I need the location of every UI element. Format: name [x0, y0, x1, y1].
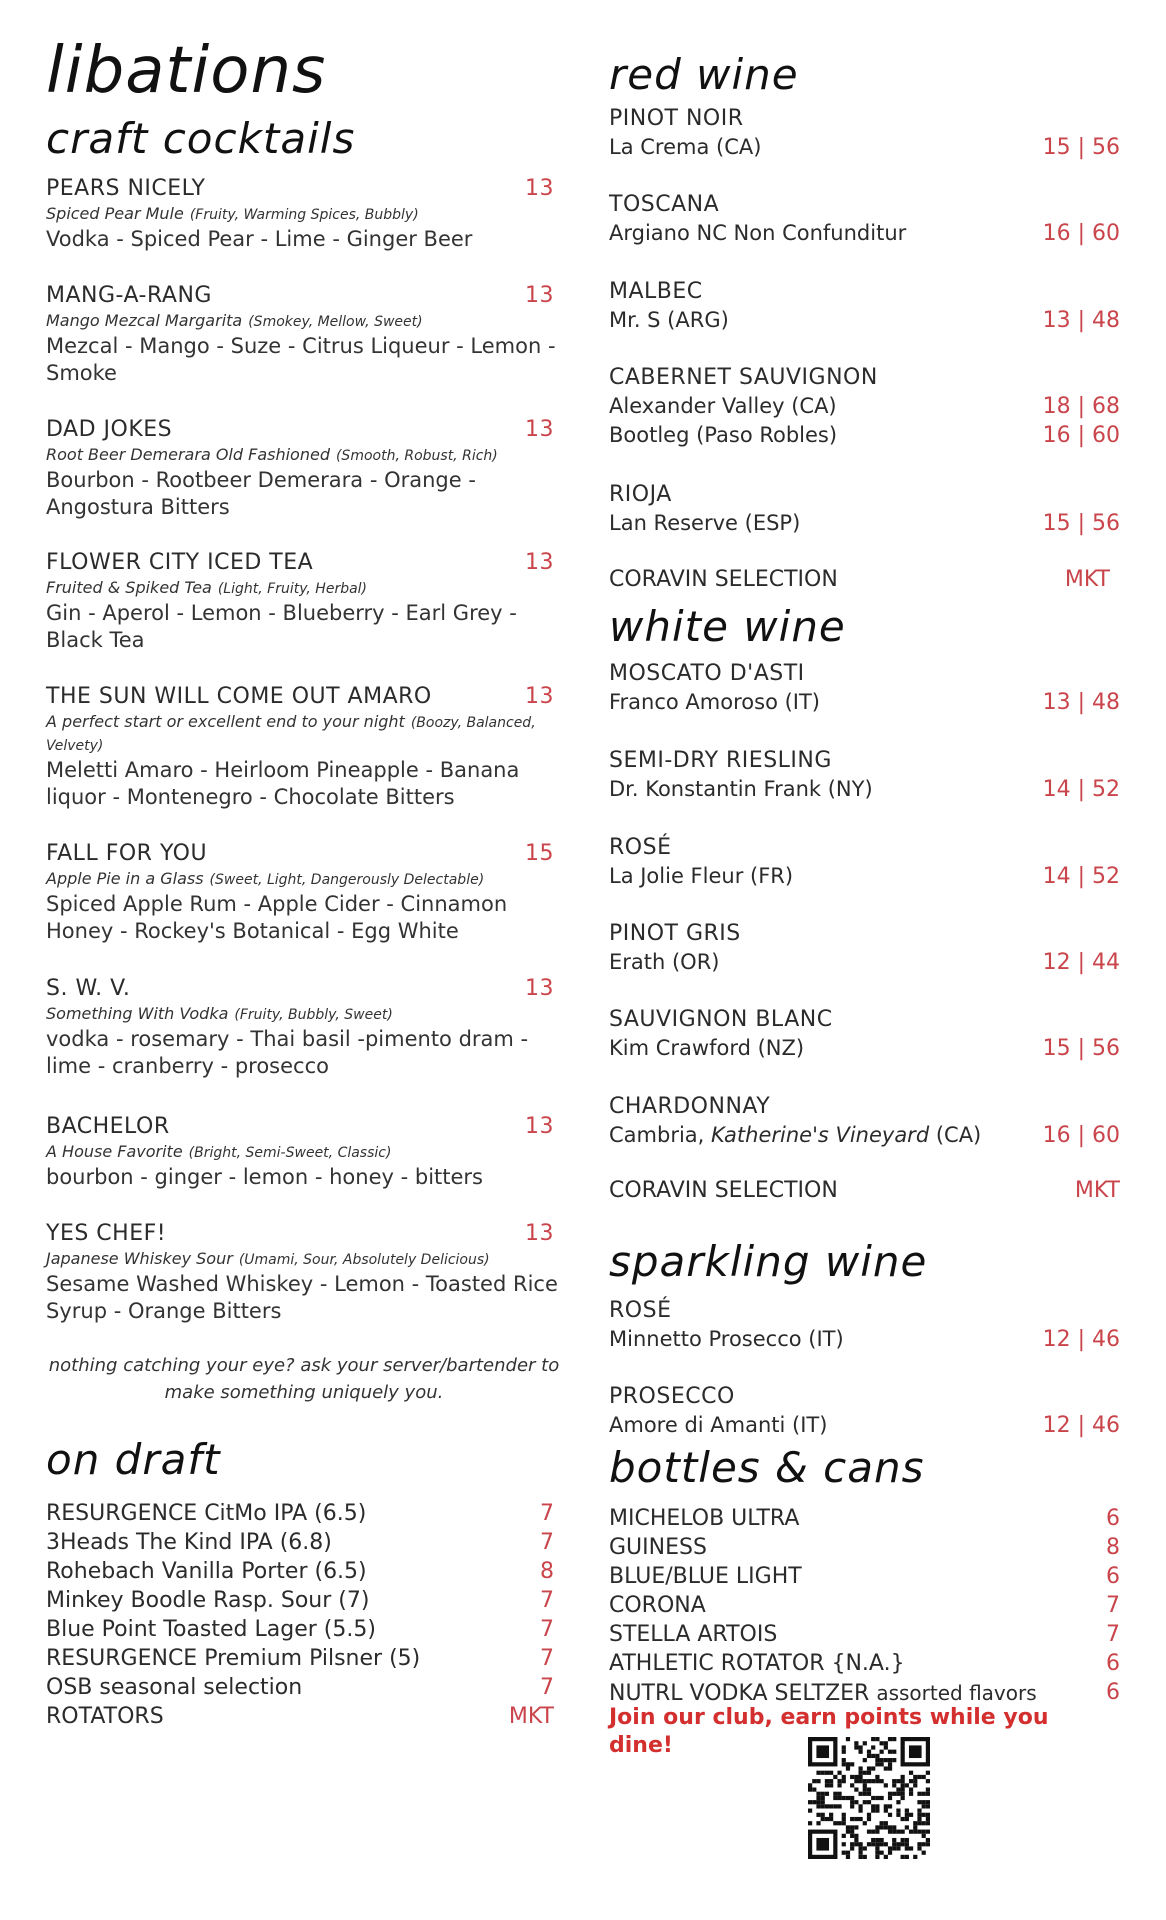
wine-price: 18 | 68	[1042, 394, 1120, 419]
wine-varietal	[609, 747, 1120, 775]
cocktail-item	[46, 1220, 562, 1325]
wine-price: 16 | 60	[1042, 221, 1120, 246]
wine-producer: Amore di Amanti (IT)	[609, 1413, 828, 1437]
bottle-name: NUTRL VODKA SELTZER assorted flavors	[609, 1681, 1037, 1706]
wine-varietal	[609, 105, 1120, 133]
wine-item	[609, 660, 1120, 717]
bottle-name: CORONA	[609, 1593, 706, 1618]
wine-item	[609, 278, 1120, 335]
flavor-note: assorted flavors	[876, 1681, 1037, 1705]
cocktail-ingredients: Meletti Amaro - Heirloom Pineapple - Banana liquor - Montenegro - Chocolate Bitters	[46, 758, 520, 809]
coravin-selection	[609, 566, 1120, 594]
cocktail-name-row	[46, 549, 562, 577]
wine-varietal	[609, 660, 1120, 688]
cocktail-name: S. W. V.	[46, 976, 131, 1001]
wine-selection	[609, 1411, 1120, 1440]
draft-name: RESURGENCE Premium Pilsner (5)	[46, 1646, 421, 1671]
cocktail-ingredients: Mezcal - Mango - Suze - Citrus Liqueur - Lemon - Smoke	[46, 334, 556, 385]
cocktail-subtitle: A House Favorite	[46, 1142, 183, 1161]
wine-varietal	[609, 481, 1120, 509]
cocktail-name-row	[46, 1220, 562, 1248]
cocktail-description	[46, 444, 562, 467]
cocktail-description	[46, 203, 562, 226]
wine-name: ROSÉ	[609, 835, 672, 860]
wine-varietal	[609, 834, 1120, 862]
draft-price: 8	[540, 1559, 554, 1584]
cocktail-tasting-notes: (Smooth, Robust, Rich)	[335, 448, 498, 464]
cocktail-ingredients: Bourbon - Rootbeer Demerara - Orange - Angostura Bitters	[46, 468, 476, 519]
wine-selection	[609, 948, 1120, 977]
bottle-price: 6	[1106, 1651, 1120, 1676]
cocktail-subtitle: Apple Pie in a Glass	[46, 869, 204, 888]
wine-item	[609, 747, 1120, 804]
cocktail-name: PEARS NICELY	[46, 176, 206, 201]
wine-producer: Kim Crawford (NZ)	[609, 1036, 805, 1060]
wine-producer: Alexander Valley (CA)	[609, 394, 837, 418]
wine-name: CHARDONNAY	[609, 1094, 771, 1119]
wine-name: PINOT NOIR	[609, 106, 744, 131]
coravin-name: CORAVIN SELECTION	[609, 567, 838, 592]
wine-price: 16 | 60	[1042, 423, 1120, 448]
cocktail-name-row	[46, 840, 562, 868]
wine-name: MOSCATO D'ASTI	[609, 661, 805, 686]
bottle-price: 8	[1106, 1535, 1120, 1560]
wine-producer: Franco Amoroso (IT)	[609, 690, 820, 714]
cocktail-item	[46, 683, 562, 811]
cocktail-item	[46, 175, 562, 253]
wine-selection	[609, 421, 1120, 450]
wine-item	[609, 105, 1120, 162]
cocktail-tasting-notes: (Fruity, Warming Spices, Bubbly)	[189, 207, 419, 223]
wine-item	[609, 1093, 1120, 1150]
draft-item	[46, 1616, 562, 1644]
wine-price: 15 | 56	[1042, 1036, 1120, 1061]
cocktail-tasting-notes: (Umami, Sour, Absolutely Delicious)	[238, 1252, 490, 1268]
wine-selection	[609, 1034, 1120, 1063]
wine-varietal	[609, 1297, 1120, 1325]
cocktail-subtitle: Something With Vodka	[46, 1004, 229, 1023]
draft-price: 7	[540, 1646, 554, 1671]
wine-producer: Dr. Konstantin Frank (NY)	[609, 777, 873, 801]
wine-price: 13 | 48	[1042, 690, 1120, 715]
cocktail-price: 13	[525, 1114, 554, 1139]
cocktail-name: THE SUN WILL COME OUT AMARO	[46, 684, 432, 709]
bottle-name: STELLA ARTOIS	[609, 1622, 778, 1647]
wine-selection	[609, 775, 1120, 804]
wine-selection	[609, 1325, 1120, 1354]
wine-selection	[609, 219, 1120, 248]
wine-selection	[609, 392, 1120, 421]
bottles-heading: bottles & cans	[609, 1443, 925, 1492]
cocktail-name-row	[46, 282, 562, 310]
cocktail-item	[46, 549, 562, 654]
wine-name: SAUVIGNON BLANC	[609, 1007, 833, 1032]
cocktail-description	[46, 868, 562, 891]
cocktail-tasting-notes: (Sweet, Light, Dangerously Delectable)	[209, 872, 485, 888]
draft-name: RESURGENCE CitMo IPA (6.5)	[46, 1501, 367, 1526]
cocktail-price: 13	[525, 976, 554, 1001]
cocktail-name: FLOWER CITY ICED TEA	[46, 550, 314, 575]
wine-varietal	[609, 191, 1120, 219]
wine-item	[609, 834, 1120, 891]
qr-code-icon[interactable]	[808, 1737, 930, 1859]
bottle-price: 7	[1106, 1593, 1120, 1618]
cocktail-price: 13	[525, 550, 554, 575]
cocktail-ingredients: vodka - rosemary - Thai basil -pimento dram - lime - cranberry - prosecco	[46, 1027, 529, 1078]
bottle-item	[609, 1505, 1120, 1533]
wine-varietal	[609, 278, 1120, 306]
wine-item	[609, 364, 1120, 450]
wine-producer: Lan Reserve (ESP)	[609, 511, 801, 535]
bottle-name: MICHELOB ULTRA	[609, 1506, 800, 1531]
cocktail-description	[46, 1248, 562, 1271]
wine-price: 16 | 60	[1042, 1123, 1120, 1148]
wine-price: 14 | 52	[1042, 864, 1120, 889]
cocktail-name-row	[46, 1113, 562, 1141]
wine-producer: Erath (OR)	[609, 950, 720, 974]
wine-producer: Mr. S (ARG)	[609, 308, 729, 332]
cocktail-name-row	[46, 975, 562, 1003]
coravin-name: CORAVIN SELECTION	[609, 1178, 838, 1203]
cocktail-subtitle: Japanese Whiskey Sour	[46, 1249, 233, 1268]
bottle-price: 6	[1106, 1506, 1120, 1531]
wine-producer: Argiano NC Non Confunditur	[609, 221, 907, 245]
wine-item	[609, 191, 1120, 248]
wine-price: 13 | 48	[1042, 308, 1120, 333]
cocktails-heading: craft cocktails	[46, 114, 356, 163]
cocktail-tasting-notes: (Light, Fruity, Herbal)	[217, 581, 368, 597]
menu-title: libations	[46, 34, 327, 108]
wine-selection	[609, 688, 1120, 717]
cocktail-ingredients: Spiced Apple Rum - Apple Cider - Cinnamon Honey - Rockey's Botanical - Egg White	[46, 892, 508, 943]
cocktail-name: BACHELOR	[46, 1114, 170, 1139]
wine-producer: Cambria, Katherine's Vineyard (CA)	[609, 1123, 982, 1147]
cocktail-ingredients: Gin - Aperol - Lemon - Blueberry - Earl Grey - Black Tea	[46, 601, 517, 652]
cocktail-price: 13	[525, 684, 554, 709]
cocktail-price: 13	[525, 283, 554, 308]
coravin-price: MKT	[1064, 567, 1110, 592]
cocktail-price: 15	[525, 841, 554, 866]
wine-selection	[609, 1121, 1120, 1150]
cocktail-tasting-notes: (Bright, Semi-Sweet, Classic)	[188, 1145, 392, 1161]
bottle-name: GUINESS	[609, 1535, 707, 1560]
wine-name: PINOT GRIS	[609, 921, 741, 946]
draft-item	[46, 1645, 562, 1673]
cocktail-description	[46, 711, 562, 757]
coravin-selection	[609, 1177, 1120, 1205]
wine-price: 15 | 56	[1042, 135, 1120, 160]
cocktail-price: 13	[525, 176, 554, 201]
draft-item	[46, 1529, 562, 1557]
draft-item	[46, 1703, 562, 1731]
draft-item	[46, 1587, 562, 1615]
draft-name: ROTATORS	[46, 1704, 164, 1729]
bottle-price: 6	[1106, 1564, 1120, 1589]
wine-item	[609, 1383, 1120, 1440]
wine-producer: La Jolie Fleur (FR)	[609, 864, 794, 888]
bottle-name: BLUE/BLUE LIGHT	[609, 1564, 802, 1589]
wine-price: 12 | 44	[1042, 950, 1120, 975]
wine-selection	[609, 509, 1120, 538]
wine-name: SEMI-DRY RIESLING	[609, 748, 832, 773]
cocktail-tasting-notes: (Smokey, Mellow, Sweet)	[248, 314, 423, 330]
cocktail-name: YES CHEF!	[46, 1221, 167, 1246]
draft-item	[46, 1674, 562, 1702]
draft-heading: on draft	[46, 1435, 221, 1484]
draft-item	[46, 1500, 562, 1528]
bottle-item	[609, 1650, 1120, 1678]
bottle-item	[609, 1563, 1120, 1591]
cocktail-item	[46, 282, 562, 387]
cocktail-note: nothing catching your eye? ask your server/bartender to make something uniquely you.	[48, 1355, 560, 1403]
cocktail-subtitle: A perfect start or excellent end to your night	[46, 712, 405, 731]
coravin-price: MKT	[1074, 1178, 1120, 1203]
cocktail-price: 13	[525, 417, 554, 442]
wine-varietal	[609, 1093, 1120, 1121]
draft-price: MKT	[508, 1704, 554, 1729]
cocktail-description	[46, 577, 562, 600]
draft-item	[46, 1558, 562, 1586]
draft-name: Rohebach Vanilla Porter (6.5)	[46, 1559, 367, 1584]
club-cta: Join our club, earn points while you dine!	[609, 1705, 1049, 1758]
sparkling-wine-heading: sparkling wine	[609, 1237, 928, 1286]
cocktail-price: 13	[525, 1221, 554, 1246]
wine-producer: Bootleg (Paso Robles)	[609, 423, 838, 447]
bottle-price: 6	[1106, 1680, 1120, 1705]
cocktail-item	[46, 840, 562, 945]
wine-price: 12 | 46	[1042, 1327, 1120, 1352]
red-wine-heading: red wine	[609, 50, 799, 99]
draft-name: Blue Point Toasted Lager (5.5)	[46, 1617, 376, 1642]
cocktail-subtitle: Root Beer Demerara Old Fashioned	[46, 445, 330, 464]
vineyard-name: Katherine's Vineyard	[711, 1123, 930, 1147]
wine-item	[609, 1297, 1120, 1354]
cocktail-ingredients: bourbon - ginger - lemon - honey - bitters	[46, 1165, 483, 1189]
bottle-price: 7	[1106, 1622, 1120, 1647]
cocktail-name: DAD JOKES	[46, 417, 173, 442]
draft-name: OSB seasonal selection	[46, 1675, 303, 1700]
cocktail-description	[46, 1003, 562, 1026]
cocktail-subtitle: Mango Mezcal Margarita	[46, 311, 243, 330]
cocktail-tasting-notes: (Fruity, Bubbly, Sweet)	[234, 1007, 393, 1023]
wine-name: ROSÉ	[609, 1298, 672, 1323]
draft-price: 7	[540, 1675, 554, 1700]
wine-name: MALBEC	[609, 279, 703, 304]
cocktail-item	[46, 416, 562, 521]
white-wine-heading: white wine	[609, 602, 846, 651]
wine-varietal	[609, 1383, 1120, 1411]
bottle-name: ATHLETIC ROTATOR {N.A.}	[609, 1651, 905, 1676]
bottle-item	[609, 1621, 1120, 1649]
cocktail-name-row	[46, 416, 562, 444]
wine-name: RIOJA	[609, 482, 672, 507]
cocktail-description	[46, 310, 562, 333]
cocktail-subtitle: Fruited & Spiked Tea	[46, 578, 212, 597]
wine-selection	[609, 306, 1120, 335]
cocktail-name: MANG-A-RANG	[46, 283, 212, 308]
wine-price: 14 | 52	[1042, 777, 1120, 802]
cocktail-tasting-notes: (Boozy, Balanced, Velvety)	[46, 715, 536, 754]
cocktail-ingredients: Vodka - Spiced Pear - Lime - Ginger Beer	[46, 227, 473, 251]
wine-price: 15 | 56	[1042, 511, 1120, 536]
wine-item	[609, 1006, 1120, 1063]
cocktail-item	[46, 975, 562, 1080]
wine-item	[609, 920, 1120, 977]
wine-price: 12 | 46	[1042, 1413, 1120, 1438]
wine-producer: Minnetto Prosecco (IT)	[609, 1327, 844, 1351]
wine-producer: La Crema (CA)	[609, 135, 762, 159]
wine-varietal	[609, 920, 1120, 948]
wine-selection	[609, 133, 1120, 162]
cocktail-item	[46, 1113, 562, 1191]
draft-price: 7	[540, 1588, 554, 1613]
wine-selection	[609, 862, 1120, 891]
draft-name: Minkey Boodle Rasp. Sour (7)	[46, 1588, 370, 1613]
draft-price: 7	[540, 1530, 554, 1555]
wine-name: PROSECCO	[609, 1384, 735, 1409]
wine-name: TOSCANA	[609, 192, 720, 217]
bottle-item	[609, 1534, 1120, 1562]
draft-price: 7	[540, 1501, 554, 1526]
cocktail-subtitle: Spiced Pear Mule	[46, 204, 184, 223]
cocktail-ingredients: Sesame Washed Whiskey - Lemon - Toasted Rice Syrup - Orange Bitters	[46, 1272, 558, 1323]
draft-name: 3Heads The Kind IPA (6.8)	[46, 1530, 332, 1555]
wine-varietal	[609, 1006, 1120, 1034]
wine-name: CABERNET SAUVIGNON	[609, 365, 878, 390]
cocktail-name: FALL FOR YOU	[46, 841, 208, 866]
cocktail-name-row	[46, 683, 562, 711]
wine-item	[609, 481, 1120, 538]
cocktail-name-row	[46, 175, 562, 203]
cocktail-description	[46, 1141, 562, 1164]
bottle-item	[609, 1592, 1120, 1620]
wine-varietal	[609, 364, 1120, 392]
draft-price: 7	[540, 1617, 554, 1642]
